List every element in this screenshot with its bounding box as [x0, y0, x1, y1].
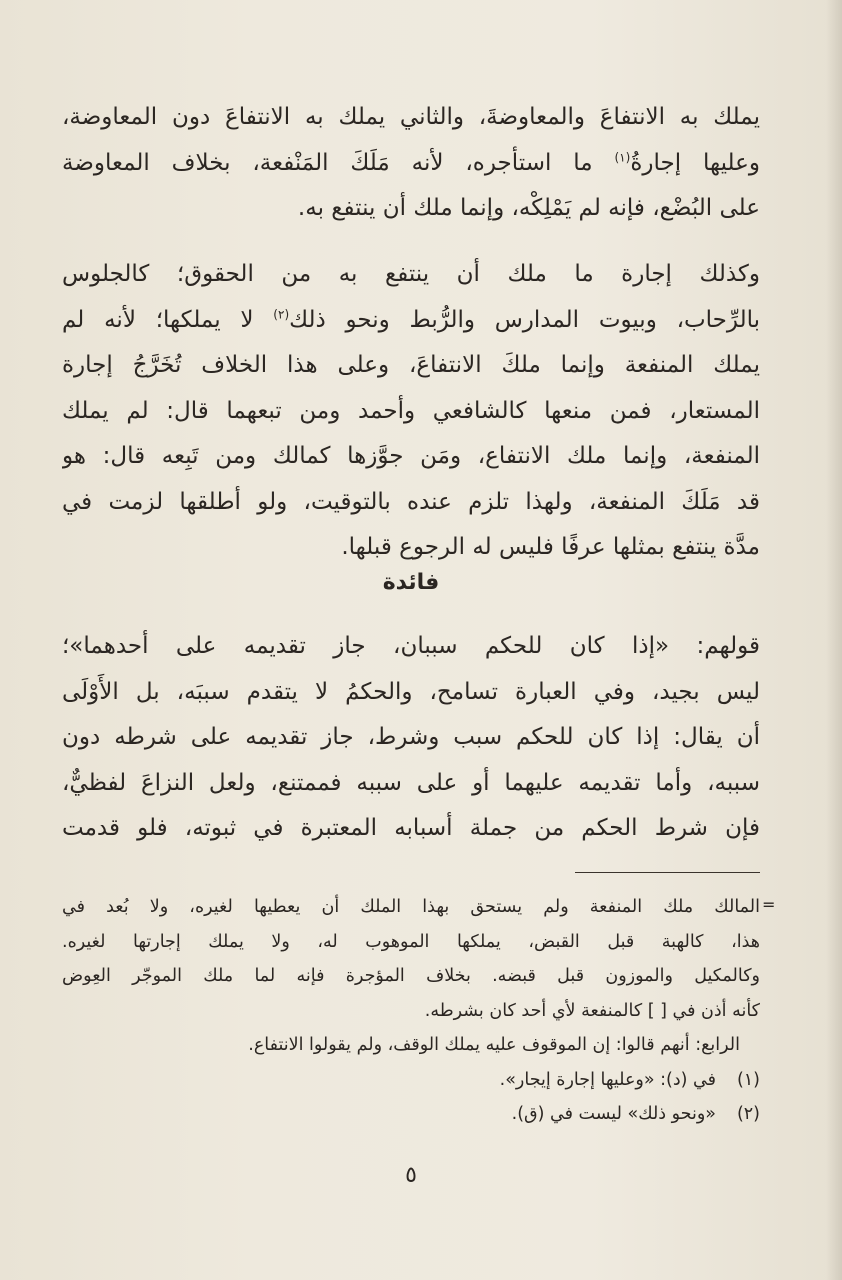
- footnote-2-text: «ونحو ذلك» ليست في (ق).: [511, 1104, 716, 1124]
- line-segment: بالرِّحاب، وبيوت المدارس والرُّبط ونحو ذلك: [289, 306, 760, 333]
- paragraph-1-line-2: [62, 141, 760, 187]
- paragraph-3-line-2: ليس بجيد، وفي العبارة تسامح، والحكمُ لا يتقدم سببَه، بل الأَوْلَى: [62, 678, 760, 705]
- footnote-1: [62, 1063, 760, 1098]
- paragraph-2-line-4: المستعار، فمن منعها كالشافعي وأحمد ومن تبعهما قال: لم يملك: [62, 397, 760, 424]
- footnotes-area: [62, 890, 760, 1132]
- section-heading: فائدة: [382, 570, 440, 595]
- paragraph-2: [62, 252, 760, 571]
- footnote-continued-line-2: هذا، كالهبة قبل القبض، يملكها الموهوب له، ولا يملك إجارتها لغيره.: [62, 931, 760, 952]
- footnote-2-number: (٢): [736, 1104, 760, 1124]
- footnote-1-text: في (د): «وعليها إجارة إيجار».: [499, 1069, 716, 1090]
- paragraph-1-line-3: على البُضْع، فإنه لم يَمْلِكْه، وإنما ملك أن ينتفع به.: [297, 195, 760, 221]
- paragraph-3-line-1: قولهم: «إذا كان للحكم سببان، جاز تقديمه على أحدهما»؛: [62, 633, 760, 659]
- paragraph-1-line-1: يملك به الانتفاعَ والمعاوضةَ، والثاني يملك به الانتفاعَ دون المعاوضة،: [62, 104, 760, 130]
- paragraph-2-line-3: يملك المنفعة وإنما ملكَ الانتفاعَ، وعلى هذا الخلاف تُخَرَّجُ إجارة: [62, 352, 760, 378]
- paragraph-2-line-6: قد مَلَكَ المنفعة، ولهذا تلزم عنده بالتوقيت، ولو أطلقها لزمت في: [62, 488, 760, 515]
- line-segment: لا يملكها؛ لأنه لم: [62, 306, 274, 333]
- line-segment: وعليها إجارةُ: [630, 149, 760, 176]
- paragraph-3-line-4: سببه، وأما تقديمه عليهما أو على سببه فممتنع، ولعل النزاعَ لفظيٌّ،: [62, 769, 760, 796]
- paragraph-3-line-3: أن يقال: إذا كان للحكم سبب وشرط، جاز تقديمه على شرطه دون: [62, 724, 760, 750]
- paragraph-2-line-1: وكذلك إجارة ما ملك أن ينتفع به من الحقوق؛ كالجلوس: [62, 261, 760, 287]
- footnote-rabi: الرابع: أنهم قالوا: إن الموقوف عليه يملك الوقف، ولم يقولوا الانتفاع.: [248, 1035, 740, 1055]
- footnote-continued-line-1: المالك ملك المنفعة ولم يستحق بهذا الملك أن يعطيها لغيره، ولا بُعد في: [62, 897, 760, 917]
- page-edge-shadow: [826, 0, 842, 1280]
- paragraph-3: [62, 624, 760, 852]
- paragraph-2-line-7: مدَّة ينتفع بمثلها عرفًا فليس له الرجوع قبلها.: [341, 534, 760, 560]
- footnote-2: [62, 1097, 760, 1132]
- footnote-separator: [575, 872, 760, 873]
- page-number: ٥: [405, 1163, 417, 1188]
- footnote-continued-line-4: كأنه أذن في [ ] كالمنفعة لأي أحد كان بشرطه.: [424, 1000, 760, 1021]
- paragraph-2-line-2: [62, 298, 760, 344]
- line-segment: ما استأجره، لأنه مَلَكَ المَنْفعة، بخلاف المعاوضة: [62, 149, 615, 176]
- footnote-continuation-mark: =: [762, 895, 776, 914]
- footnote-1-number: (١): [736, 1069, 760, 1090]
- paragraph-3-line-5: فإن شرط الحكم من جملة أسبابه المعتبرة في ثبوته، فلو قدمت: [62, 815, 760, 841]
- footnote-ref-1[interactable]: (١): [614, 149, 631, 164]
- paragraph-2-line-5: المنفعة، وإنما ملك الانتفاع، ومَن جوَّزها كمالك ومن تَبِعه قال: هو: [62, 443, 760, 469]
- paragraph-1: [62, 95, 760, 232]
- footnote-ref-2[interactable]: (٢): [273, 306, 290, 321]
- footnote-continued-line-3: وكالمكيل والموزون قبل قبضه. بخلاف المؤجرة فإنه لما ملك الموجّر العِوض: [62, 966, 760, 986]
